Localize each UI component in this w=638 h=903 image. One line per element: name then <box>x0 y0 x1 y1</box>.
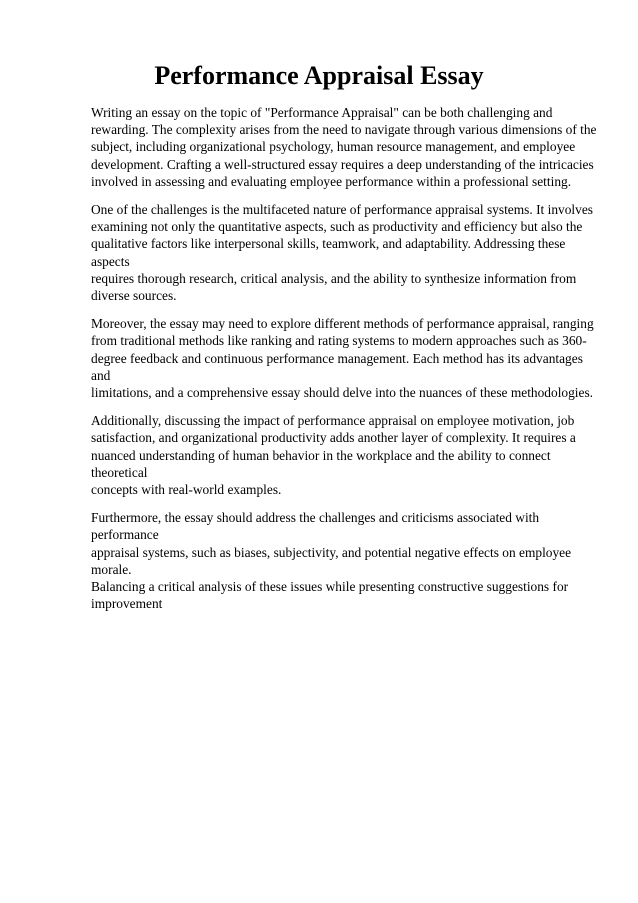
paragraph-criticisms: Furthermore, the essay should address the challenges and criticisms associated with performance appraisal systems, such as biases, subjectivity, and potential negative effects on employee morale. Balancing a critical analysis of these issues while presenting constructive suggestions for improvement <box>91 510 572 612</box>
document-body <box>91 104 603 623</box>
paragraph-intro: Writing an essay on the topic of "Performance Appraisal" can be both challenging and rewarding. The complexity arises from the need to navigate through various dimensions of the subject, including organizational psychology, human resource management, and employee development. Crafting a well-structured essay requires a deep understanding of the intricacies involved in assessing and evaluating employee performance within a professional setting. <box>91 105 597 189</box>
paragraph-impact: Additionally, discussing the impact of performance appraisal on employee motivation, job satisfaction, and organizational productivity adds another layer of complexity. It requires a nuanced understanding of human behavior in the workplace and the ability to connect theoretical concepts with real-world examples. <box>91 413 576 498</box>
document-title: Performance Appraisal Essay <box>154 61 484 90</box>
paragraph-methods: Moreover, the essay may need to explore different methods of performance appraisal, ranging from traditional methods like ranking and rating systems to modern approaches such as 360- degree feedback and continuous performance management. Each method has its advantages and limitations, and a comprehensive essay should delve into the nuances of these methodologies. <box>91 316 594 401</box>
paragraph-challenges: One of the challenges is the multifaceted nature of performance appraisal systems. It involves examining not only the quantitative aspects, such as productivity and efficiency but also the qualitative factors like interpersonal skills, teamwork, and adaptability. Addressing these aspects requires thorough research, critical analysis, and the ability to synthesize information from diverse sources. <box>91 202 593 304</box>
